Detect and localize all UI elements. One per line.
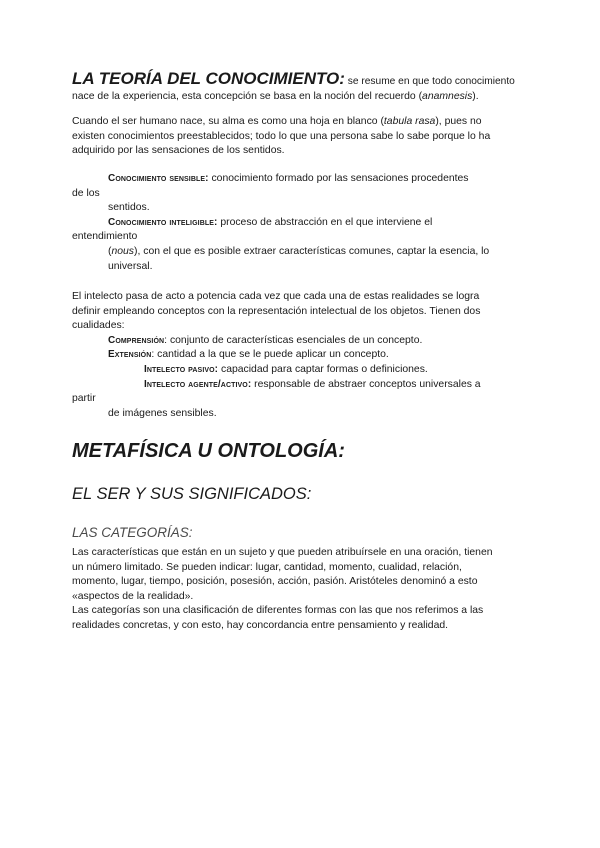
- quality-extension: Extensión: cantidad a la que se le puede aplicar un concepto.: [108, 349, 389, 361]
- intro-line-1: LA TEORÍA DEL CONOCIMIENTO: se resume en que todo conocimiento: [72, 69, 515, 88]
- intelecto-pasivo: Intelecto pasivo: capacidad para captar formas o definiciones.: [144, 363, 428, 375]
- heading-categorias: LAS CATEGORÍAS:: [72, 525, 193, 540]
- heading-ser: EL SER Y SUS SIGNIFICADOS:: [72, 485, 312, 503]
- intro-line-2: nace de la experiencia, esta concepción se basa en la noción del recuerdo (anamnesis).: [72, 90, 479, 102]
- knowledge-definitions: Conocimiento sensible: conocimiento formado por las sensaciones procedentes de los sentidos. Conocimiento inteligible: proceso de abstracción en el que interviene el entendimiento (nous), con el que es posible extraer características comunes, captar la esencia, lo universal.: [72, 172, 528, 274]
- tabula-rasa-paragraph: Cuando el ser humano nace, su alma es como una hoja en blanco (tabula rasa), pues no existen conocimientos preestablecidos; todo lo que una persona sabe lo sabe porque lo ha adquirido por las sensaciones de los sentidos.: [72, 116, 491, 157]
- intelecto-paragraph: El intelecto pasa de acto a potencia cada vez que cada una de estas realidades se logra definir empleando conceptos con la representación intelectual de los objetos. Tienen dos cualidades: Comprensión: conjunto de características esenciales de un concepto. Extensión: cantidad a la que se le puede aplicar un concepto. Intelecto pasivo: capacidad para captar formas o definiciones. Intelecto agente/activo: responsable de abstraer conceptos universales a partir de imágenes sensibles.: [72, 290, 528, 421]
- section-title-teoria: LA TEORÍA DEL CONOCIMIENTO:: [72, 69, 345, 88]
- definition-inteligible: Conocimiento inteligible: proceso de abstracción en el que interviene el: [108, 216, 433, 228]
- intro-paragraph: [72, 69, 528, 104]
- intelecto-agente: Intelecto agente/activo: responsable de abstraer conceptos universales a: [144, 378, 481, 390]
- quality-comprension: Comprensión: conjunto de características esenciales de un concepto.: [108, 334, 423, 346]
- definition-sensible: Conocimiento sensible: conocimiento formado por las sensaciones procedentes: [108, 173, 469, 184]
- categorias-paragraph: Las características que están en un sujeto y que pueden atribuírsele en una oración, tienen un número limitado. Se pueden indicar: lugar, cantidad, momento, cualidad, relación, momento, lugar, tiempo, posición, posesión, acción, pasión. Aristóteles denominó a esto «aspectos de la realidad». Las categorías son una clasificación de diferentes formas con las que nos referimos a las realidades concretas, y con esto, hay concordancia entre pensamiento y realidad.: [72, 547, 493, 631]
- heading-metafisica: METAFÍSICA U ONTOLOGÍA:: [72, 440, 345, 462]
